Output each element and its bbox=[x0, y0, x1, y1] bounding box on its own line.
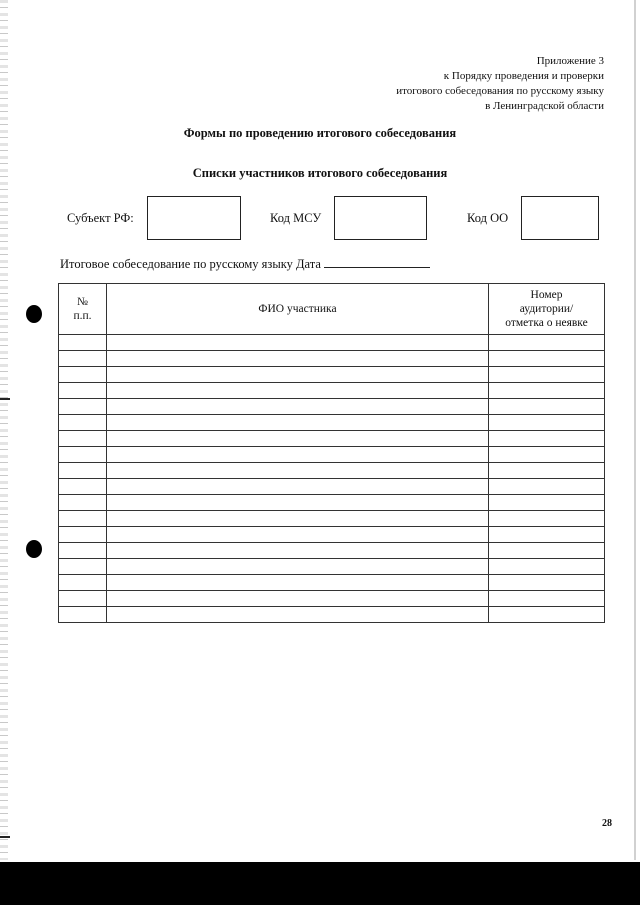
cell-number[interactable] bbox=[59, 559, 107, 575]
page-number: 28 bbox=[602, 818, 612, 829]
cell-name[interactable] bbox=[107, 463, 489, 479]
table-row bbox=[59, 479, 605, 495]
table-row bbox=[59, 559, 605, 575]
cell-room[interactable] bbox=[489, 495, 605, 511]
cell-name[interactable] bbox=[107, 527, 489, 543]
table-row bbox=[59, 415, 605, 431]
appendix-line: Приложение 3 bbox=[536, 55, 604, 67]
table-row bbox=[59, 399, 605, 415]
cell-name[interactable] bbox=[107, 383, 489, 399]
table-row bbox=[59, 383, 605, 399]
table-body bbox=[59, 335, 605, 623]
cell-room[interactable] bbox=[489, 335, 605, 351]
date-line bbox=[60, 255, 430, 272]
cell-name[interactable] bbox=[107, 335, 489, 351]
table-row bbox=[59, 511, 605, 527]
cell-room[interactable] bbox=[489, 591, 605, 607]
subject-input-box[interactable] bbox=[147, 196, 241, 240]
cell-number[interactable] bbox=[59, 351, 107, 367]
cell-name[interactable] bbox=[107, 399, 489, 415]
cell-number[interactable] bbox=[59, 575, 107, 591]
punch-hole-bottom bbox=[26, 540, 42, 558]
cell-number[interactable] bbox=[59, 495, 107, 511]
table-row bbox=[59, 447, 605, 463]
cell-name[interactable] bbox=[107, 575, 489, 591]
date-label: Итоговое собеседование по русскому языку Дата bbox=[60, 257, 321, 271]
table-row bbox=[59, 527, 605, 543]
cell-name[interactable] bbox=[107, 479, 489, 495]
cell-room[interactable] bbox=[489, 367, 605, 383]
cell-number[interactable] bbox=[59, 591, 107, 607]
cell-name[interactable] bbox=[107, 591, 489, 607]
cell-room[interactable] bbox=[489, 431, 605, 447]
cell-number[interactable] bbox=[59, 431, 107, 447]
cell-number[interactable] bbox=[59, 511, 107, 527]
cell-number[interactable] bbox=[59, 335, 107, 351]
oo-label: Код ОО bbox=[467, 211, 509, 225]
appendix-note bbox=[396, 54, 604, 114]
cell-name[interactable] bbox=[107, 367, 489, 383]
cell-room[interactable] bbox=[489, 415, 605, 431]
cell-room[interactable] bbox=[489, 511, 605, 527]
table-row bbox=[59, 607, 605, 623]
cell-name[interactable] bbox=[107, 447, 489, 463]
cell-room[interactable] bbox=[489, 447, 605, 463]
cell-number[interactable] bbox=[59, 399, 107, 415]
oo-input-box[interactable] bbox=[521, 196, 599, 240]
cell-room[interactable] bbox=[489, 399, 605, 415]
cell-room[interactable] bbox=[489, 463, 605, 479]
date-blank[interactable] bbox=[324, 255, 430, 268]
appendix-line: в Ленинградской области bbox=[485, 100, 604, 112]
header-number: № п.п. bbox=[59, 284, 107, 335]
msu-label: Код МСУ bbox=[270, 211, 322, 225]
cell-room[interactable] bbox=[489, 543, 605, 559]
cell-number[interactable] bbox=[59, 479, 107, 495]
table-row bbox=[59, 543, 605, 559]
cell-room[interactable] bbox=[489, 527, 605, 543]
table-row bbox=[59, 431, 605, 447]
cell-number[interactable] bbox=[59, 463, 107, 479]
appendix-line: итогового собеседования по русскому языку bbox=[396, 85, 604, 97]
table-header-row bbox=[59, 284, 605, 335]
cell-number[interactable] bbox=[59, 527, 107, 543]
table-row bbox=[59, 495, 605, 511]
msu-input-box[interactable] bbox=[334, 196, 427, 240]
cell-name[interactable] bbox=[107, 495, 489, 511]
cell-name[interactable] bbox=[107, 607, 489, 623]
cell-number[interactable] bbox=[59, 383, 107, 399]
cell-name[interactable] bbox=[107, 351, 489, 367]
participants-table bbox=[58, 283, 605, 623]
table-row bbox=[59, 575, 605, 591]
form-title: Формы по проведению итогового собеседования bbox=[183, 126, 457, 140]
scan-bottom-edge bbox=[0, 862, 640, 905]
cell-room[interactable] bbox=[489, 479, 605, 495]
appendix-line: к Порядку проведения и проверки bbox=[443, 70, 604, 82]
cell-name[interactable] bbox=[107, 431, 489, 447]
cell-number[interactable] bbox=[59, 607, 107, 623]
cell-name[interactable] bbox=[107, 415, 489, 431]
scan-mark bbox=[0, 398, 10, 400]
cell-name[interactable] bbox=[107, 559, 489, 575]
cell-number[interactable] bbox=[59, 543, 107, 559]
header-name: ФИО участника bbox=[107, 284, 489, 335]
list-title: Списки участников итогового собеседования bbox=[192, 166, 448, 180]
table-row bbox=[59, 591, 605, 607]
table-row bbox=[59, 367, 605, 383]
cell-room[interactable] bbox=[489, 351, 605, 367]
cell-room[interactable] bbox=[489, 607, 605, 623]
subject-label: Субъект РФ: bbox=[67, 211, 134, 225]
cell-room[interactable] bbox=[489, 575, 605, 591]
table-row bbox=[59, 351, 605, 367]
cell-room[interactable] bbox=[489, 383, 605, 399]
punch-hole-top bbox=[26, 305, 42, 323]
cell-number[interactable] bbox=[59, 367, 107, 383]
cell-room[interactable] bbox=[489, 559, 605, 575]
scan-mark bbox=[0, 836, 10, 838]
table-row bbox=[59, 463, 605, 479]
cell-name[interactable] bbox=[107, 543, 489, 559]
cell-number[interactable] bbox=[59, 447, 107, 463]
cell-number[interactable] bbox=[59, 415, 107, 431]
cell-name[interactable] bbox=[107, 511, 489, 527]
table-row bbox=[59, 335, 605, 351]
header-room: Номер аудитории/ отметка о неявке bbox=[489, 284, 605, 335]
